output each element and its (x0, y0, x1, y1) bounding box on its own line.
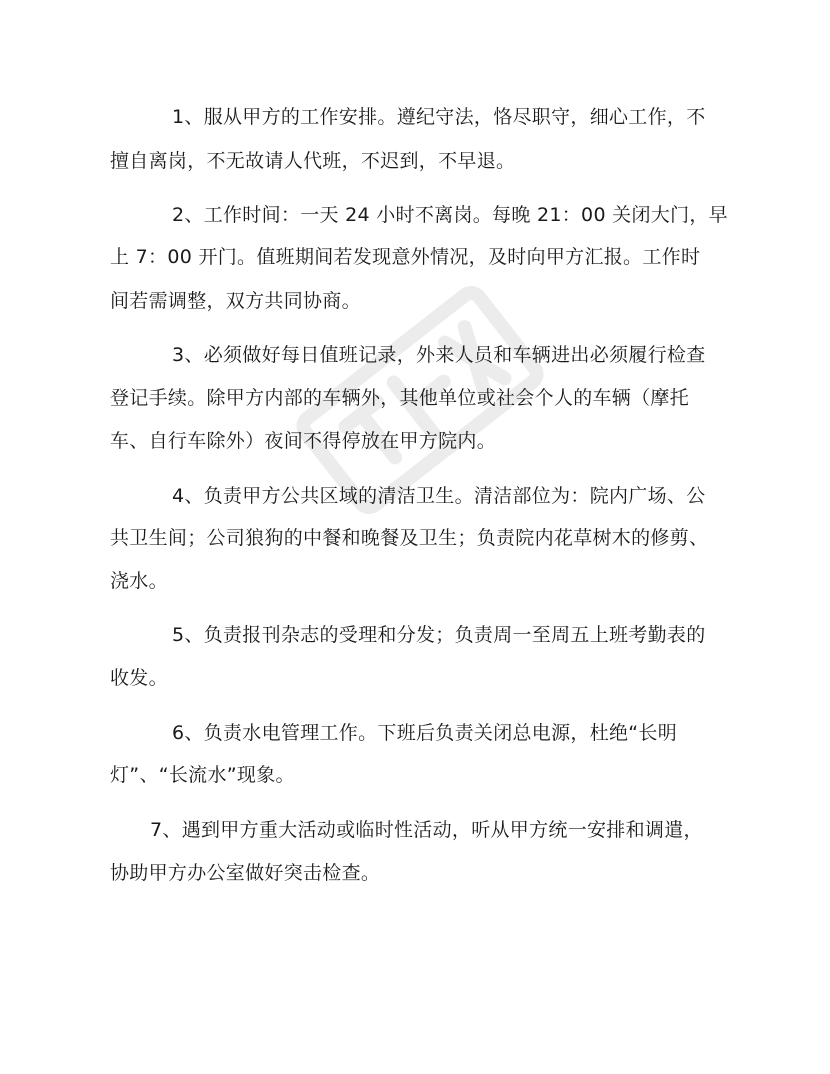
paragraph-4-line-1: 4、负责甲方公共区域的清洁卫生。清洁部位为：院内广场、公 (172, 485, 706, 507)
paragraph-7-line-2: 协助甲方办公室做好突击检查。 (110, 862, 381, 884)
paragraph-2-line-3: 间若需调整，双方共同协商。 (110, 290, 361, 312)
paragraph-3-line-1: 3、必须做好每日值班记录，外来人员和车辆进出必须履行检查 (172, 344, 706, 366)
paragraph-2-line-1: 2、工作时间：一天 24 小时不离岗。每晚 21：00 关闭大门，早 (172, 204, 728, 226)
paragraph-4-line-3: 浇水。 (110, 570, 168, 592)
paragraph-7-line-1: 7、遇到甲方重大活动或临时性活动，听从甲方统一安排和调遣， (150, 819, 703, 841)
paragraph-5-line-1: 5、负责报刊杂志的受理和分发；负责周一至周五上班考勤表的 (172, 624, 706, 646)
paragraph-3-line-3: 车、自行车除外）夜间不得停放在甲方院内。 (110, 430, 497, 452)
paragraph-1-line-2: 擅自离岗，不无故请人代班，不迟到，不早退。 (110, 150, 516, 172)
paragraph-3-line-2: 登记手续。除甲方内部的车辆外，其他单位或社会个人的车辆（摩托 (110, 387, 690, 409)
paragraph-6-line-2: 灯”、“长流水”现象。 (110, 764, 295, 786)
paragraph-6-line-1: 6、负责水电管理工作。下班后负责关闭总电源，杜绝“长明 (172, 722, 678, 744)
paragraph-4-line-2: 共卫生间；公司狼狗的中餐和晚餐及卫生；负责院内花草树木的修剪、 (110, 527, 709, 549)
paragraph-5-line-2: 收发。 (110, 667, 168, 689)
paragraph-2-line-2: 上 7：00 开门。值班期间若发现意外情况，及时向甲方汇报。工作时 (110, 246, 701, 268)
paragraph-1-line-1: 1、服从甲方的工作安排。遵纪守法，恪尽职守，细心工作，不 (172, 106, 706, 128)
